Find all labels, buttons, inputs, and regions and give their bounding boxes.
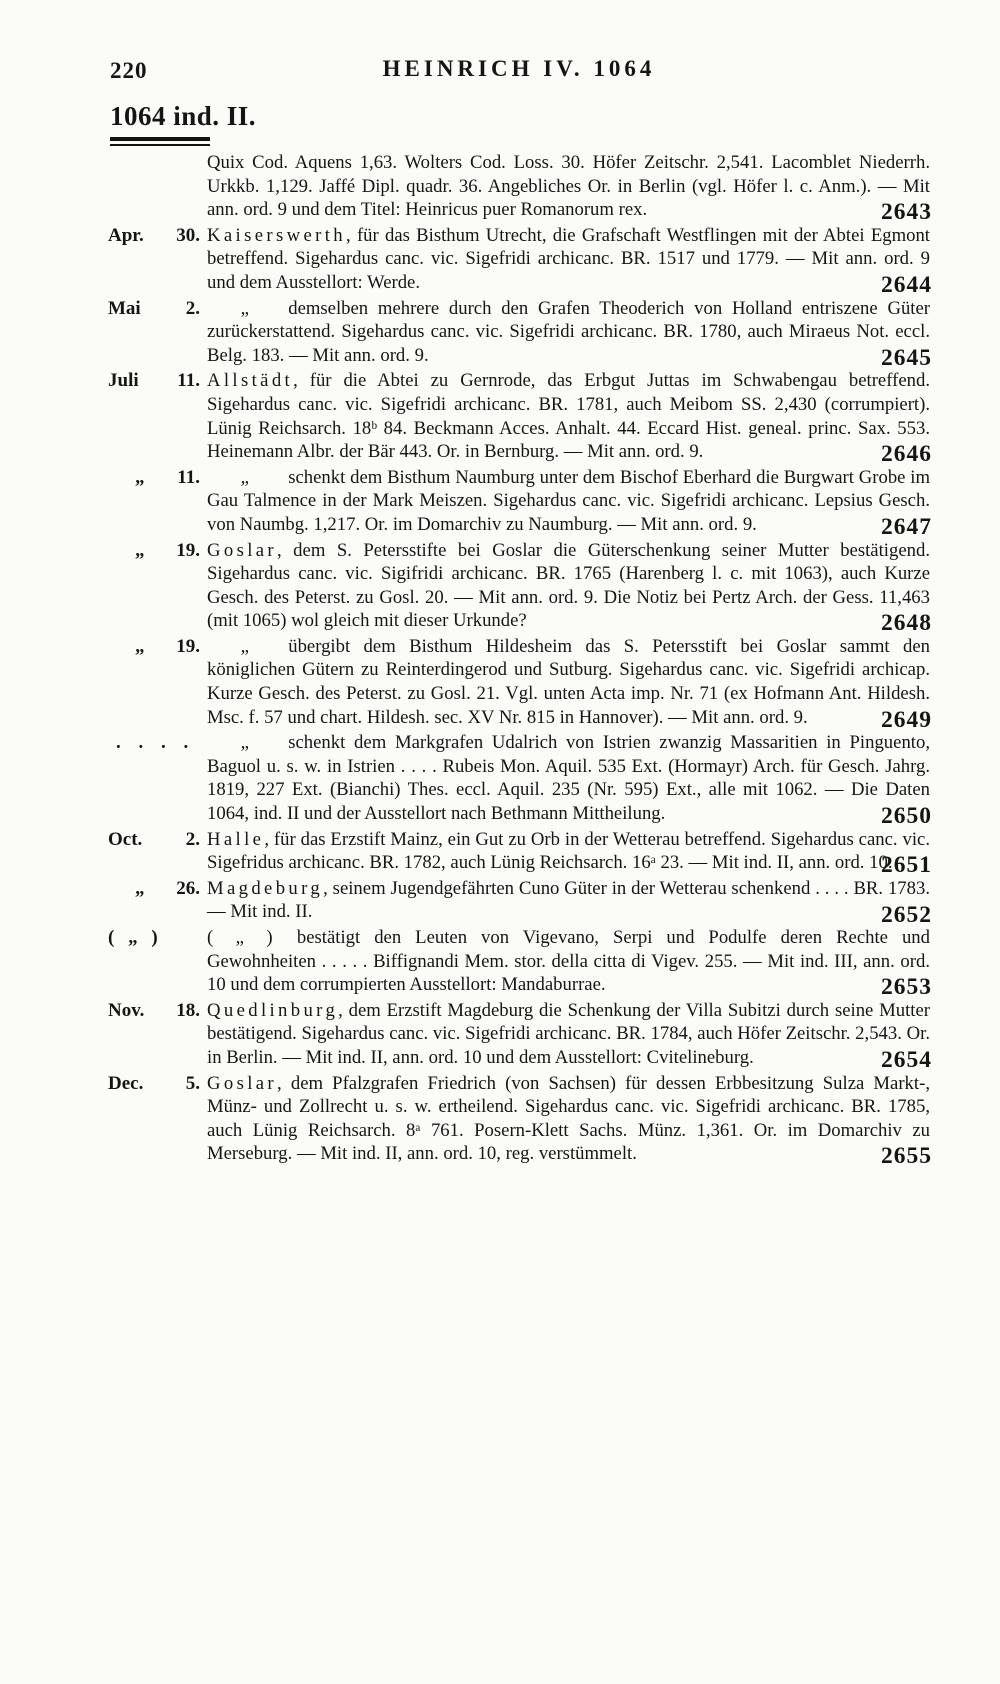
entry-body-text: schenkt dem Markgrafen Udalrich von Istrien zwanzig Massaritien in Pinguento, Baguol u. s. w. in Istrien . . . . Rubeis Mon. Aquil. 535 Ext. (Hormayr) Arch. für Gesch. Jahrg. 1819, 227 Ext. (Bianchi) Thes. eccl. Aquil. 235 (Nr. 595) Ext., alle mit 1062. — Die Daten 1064, ind. II und der Ausstellort nach Bethmann Mittheilung. xyxy=(207,732,930,825)
entry-body-text: , für die Abtei zu Gernrode, das Erbgut Juttas im Schwabengau betreffend. Sigehardus canc. vic. Sigefridi archicanc. BR. 1781, auch Meibom SS. 2,430 (corrumpiert). Lünig Reichsarch. 18ᵇ 84. Beckmann Acces. Anhalt. 44. Eccard Hist. geneal. princ. Sax. 553. Heinemann Albr. der Bär 443. Or. in Bernburg. — Mit ann. ord. 9. xyxy=(207,370,930,463)
entry-text xyxy=(207,731,930,825)
regest-entry xyxy=(108,1072,932,1170)
entry-date-month-ditto-paren: ( „ ) xyxy=(108,927,158,948)
entry-body-text: übergibt dem Bisthum Hildesheim das S. Petersstift bei Goslar sammt den königlichen Gütern zu Reinterdingerod und Sutburg. Sigehardus canc. vic. Sigefridi archicap. Kurze Gesch. des Peterst. zu Gosl. 21. Vgl. unten Acta imp. Nr. 71 (ex Hofmann Ant. Hildesh. Msc. f. 57 und chart. Hildesh. sec. XV Nr. 815 in Hannover). — Mit ann. ord. 9. xyxy=(207,635,930,728)
entries-list xyxy=(108,151,930,1168)
entry-opening: Allstädt xyxy=(207,370,294,392)
entry-text xyxy=(207,828,930,875)
entry-opening: Kaiserswerth xyxy=(207,224,346,246)
regest-entry xyxy=(108,877,932,928)
entry-body-text: , dem Pfalzgrafen Friedrich (von Sachsen) für dessen Erbbesitzung Sulza Markt-, Münz- und Zollrecht u. s. w. ertheilend. Sigehardus canc. vic. Sigefridi archicanc. BR. 1785, auch Lünig Reichsarch. 8ᵃ 761. Posern-Klett Sachs. Münz. 1,361. Or. im Domarchiv zu Merseburg. — Mit ind. II, ann. ord. 10, reg. verstümmelt. xyxy=(207,1072,930,1165)
entry-date-month-ditto: „ xyxy=(135,539,145,561)
section-heading-text: 1064 ind. II. xyxy=(110,101,257,131)
heading-rule xyxy=(110,137,210,146)
entry-body-text: , für das Bisthum Utrecht, die Grafschaft Westflingen mit der Abtei Egmont betreffend. Sigehardus canc. vic. Sigefridi archicanc. BR. 1517 und 1779. — Mit ann. ord. 9 und dem Ausstellort: Werde. xyxy=(207,224,930,293)
entry-number: 2648 xyxy=(881,610,932,637)
regest-entry xyxy=(108,731,932,830)
regest-entry xyxy=(108,466,932,540)
entry-number: 2645 xyxy=(881,344,932,371)
entry-body-text: , dem S. Petersstifte bei Goslar die Güterschenkung seiner Mutter bestätigend. Sigehardus canc. vic. Sigifridi archicanc. BR. 1765 (Harenberg l. c. mit 1063), auch Kurze Gesch. des Peterst. zu Gosl. 20. — Mit ann. ord. 9. Die Notiz bei Pertz Arch. der Gess. 11,463 (mit 1065) wol gleich mit dieser Urkunde? xyxy=(207,539,930,632)
entry-text xyxy=(207,224,930,295)
entry-text xyxy=(207,539,930,633)
entry-opening: Goslar xyxy=(207,1072,278,1094)
entry-number: 2654 xyxy=(881,1047,932,1074)
entry-number: 2655 xyxy=(881,1143,932,1170)
entry-date-month: Juli xyxy=(108,370,139,392)
entry-body-text: schenkt dem Bisthum Naumburg unter dem Bischof Eberhard die Burgwart Grobe im Gau Talmence in der Mark Meiszen. Sigehardus canc. vic. Sigefridi archicanc. Lepsius Gesch. von Naumbg. 1,217. Or. im Domarchiv zu Naumburg. — Mit ann. ord. 9. xyxy=(207,466,930,535)
entry-number: 2651 xyxy=(881,852,932,879)
entry-text xyxy=(207,369,930,463)
entry-body-text: demselben mehrere durch den Grafen Theoderich von Holland entriszene Güter zurückerstattend. Sigehardus canc. vic. Sigefridi archicanc. BR. 1780, auch Miraeus Not. eccl. Belg. 183. — Mit ann. ord. 9. xyxy=(207,297,930,366)
entry-date xyxy=(108,539,200,563)
entry-date-month-ditto: „ xyxy=(135,466,145,488)
entry-date-unknown-dots: . . . . xyxy=(116,732,190,754)
entry-date-month: Dec. xyxy=(108,1072,144,1094)
entry-date-month: Nov. xyxy=(108,999,145,1021)
regest-entry xyxy=(108,151,932,226)
entry-date-month: Mai xyxy=(108,297,141,319)
entry-date xyxy=(108,999,200,1023)
section-heading xyxy=(110,101,256,146)
regest-entry xyxy=(108,224,932,299)
entry-text xyxy=(207,635,930,729)
regest-entry xyxy=(108,369,932,468)
entry-number: 2647 xyxy=(881,514,932,540)
entry-date xyxy=(108,369,200,393)
entry-text xyxy=(207,1072,930,1166)
entry-date-day: 11. xyxy=(177,466,200,488)
entry-date-month: Apr. xyxy=(108,224,144,246)
entry-opening: Quedlinburg xyxy=(207,999,339,1021)
entry-date-day: 26. xyxy=(176,877,200,899)
entry-date xyxy=(108,877,200,901)
entry-date-day: 30. xyxy=(176,224,200,246)
regest-entry xyxy=(108,828,932,879)
entry-text xyxy=(207,466,930,537)
entry-body-text: , für das Erzstift Mainz, ein Gut zu Orb in der Wetterau betreffend. Sigehardus canc. vic. Sigefridus archicanc. BR. 1782, auch Lünig Reichsarch. 16ᵃ 23. — Mit ind. II, ann. ord. 10. xyxy=(207,828,930,874)
entry-date xyxy=(108,1072,200,1096)
entry-number: 2653 xyxy=(881,974,932,1001)
entry-text xyxy=(207,999,930,1070)
entry-number: 2650 xyxy=(881,803,932,830)
entry-opening: Goslar xyxy=(207,539,278,561)
entry-body-text: , dem Erzstift Magdeburg die Schenkung der Villa Subitzi durch seine Mutter bestätigend. Sigehardus canc. vic. Sigefridi archicanc. BR. 1784, auch Höfer Zeitschr. 2,543. Or. in Berlin. — Mit ind. II, ann. ord. 10 und dem Ausstellort: Cvitelineburg. xyxy=(207,999,930,1068)
entry-date xyxy=(108,828,200,852)
entry-date xyxy=(108,635,200,659)
entry-date-month-ditto: „ xyxy=(135,877,145,899)
entry-opening-ditto: „ xyxy=(240,466,249,488)
regest-entry xyxy=(108,539,932,637)
entry-date-day: 2. xyxy=(185,297,200,319)
entry-body-text: Quix Cod. Aquens 1,63. Wolters Cod. Loss. 30. Höfer Zeitschr. 2,541. Lacomblet Niederrh. Urkkb. 1,129. Jaffé Dipl. quadr. 36. Angebliches Or. in Berlin (vgl. Höfer l. c. Anm.). — Mit ann. ord. 9 und dem Titel: Heinricus puer Romanorum rex. xyxy=(207,152,930,221)
entry-text xyxy=(207,297,930,368)
page-number: 220 xyxy=(110,58,148,83)
entry-number: 2649 xyxy=(881,706,932,733)
entry-date-day: 5. xyxy=(185,1072,200,1094)
entry-text xyxy=(207,151,930,222)
entry-number: 2643 xyxy=(881,199,932,226)
entry-date-day: 18. xyxy=(176,999,200,1021)
entry-number: 2644 xyxy=(881,272,932,299)
entry-opening-ditto: „ xyxy=(240,297,249,319)
regest-entry xyxy=(108,635,932,733)
entry-date-day: 19. xyxy=(176,635,200,657)
entry-date-day: 2. xyxy=(185,828,200,850)
entry-body-text: bestätigt den Leuten von Vigevano, Serpi und Podulfe deren Rechte und Gewohnheiten . . . . . Biffignandi Mem. stor. della citta di Vigev. 255. — Mit ind. III, ann. ord. 10 und dem corrumpierten Ausstellort: Mandaburrae. xyxy=(207,927,930,996)
entry-date-day: 19. xyxy=(176,539,200,561)
regest-entry xyxy=(108,926,932,1001)
regest-entry xyxy=(108,297,932,371)
entry-body-text: , seinem Jugendgefährten Cuno Güter in der Wetterau schenkend . . . . BR. 1783. — Mit ind. II. xyxy=(207,877,930,923)
entry-date-day: 11. xyxy=(177,370,200,392)
entry-date-month-ditto: „ xyxy=(135,635,145,657)
entry-opening: Magdeburg xyxy=(207,877,324,899)
entry-date xyxy=(108,466,200,490)
entry-opening: Halle xyxy=(207,828,265,850)
entry-date-month: Oct. xyxy=(108,828,143,850)
entry-date xyxy=(108,926,200,950)
entry-text xyxy=(207,926,930,997)
page-header xyxy=(108,56,930,86)
entry-text xyxy=(207,877,930,924)
entry-number: 2652 xyxy=(881,901,932,928)
entry-number: 2646 xyxy=(881,441,932,468)
entry-opening-ditto: „ xyxy=(240,732,249,754)
entry-opening-ditto-paren: ( „ ) xyxy=(207,927,273,948)
entry-date xyxy=(108,297,200,321)
entry-date xyxy=(108,224,200,248)
running-title: HEINRICH IV. 1064 xyxy=(382,56,656,81)
entry-date xyxy=(108,731,200,755)
regest-entry xyxy=(108,999,932,1074)
entry-opening-ditto: „ xyxy=(240,635,249,657)
